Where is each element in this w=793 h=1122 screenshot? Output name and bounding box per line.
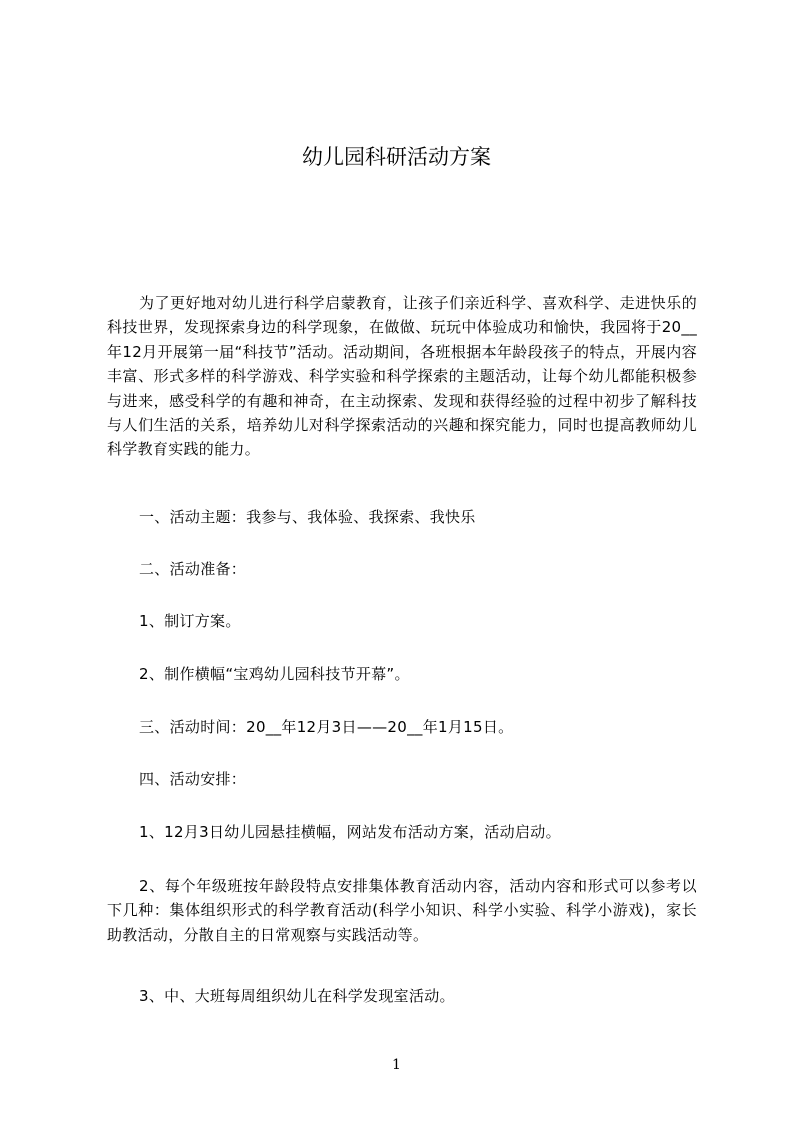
schedule-item-2: 2、每个年级班按年龄段特点安排集体教育活动内容，活动内容和形式可以参考以下几种：集体组织形式的科学教育活动(科学小知识、科学小实验、科学小游戏)，家长助教活动，分散自主的日常观察与实践活动等。 [107,877,697,944]
page-number: 1 [392,1057,401,1073]
schedule-heading: 四、活动安排： [139,770,247,788]
preparation-item-2: 2、制作横幅“宝鸡幼儿园科技节开幕”。 [139,665,410,683]
document-title: 幼儿园科研活动方案 [302,145,491,169]
schedule-item-3: 3、中、大班每周组织幼儿在科学发现室活动。 [139,987,455,1005]
activity-time: 三、活动时间：20__年12月3日——20__年1月15日。 [139,718,514,736]
intro-paragraph: 为了更好地对幼儿进行科学启蒙教育，让孩子们亲近科学、喜欢科学、走进快乐的科技世界，发现探索身边的科学现象，在做做、玩玩中体验成功和愉快，我园将于20__年12月开展第一届“科技节”活动。活动期间，各班根据本年龄段孩子的特点，开展内容丰富、形式多样的科学游戏、科学实验和科学探索的主题活动，让每个幼儿都能积极参与进来，感受科学的有趣和神奇，在主动探索、发现和获得经验的过程中初步了解科技与人们生活的关系，培养幼儿对科学探索活动的兴趣和探究能力，同时也提高教师幼儿科学教育实践的能力。 [107,294,697,459]
schedule-item-1: 1、12月3日幼儿园悬挂横幅，网站发布活动方案，活动启动。 [139,823,561,841]
preparation-item-1: 1、制订方案。 [139,612,241,630]
preparation-heading: 二、活动准备： [139,560,247,578]
activity-theme: 一、活动主题：我参与、我体验、我探索、我快乐 [139,508,476,526]
